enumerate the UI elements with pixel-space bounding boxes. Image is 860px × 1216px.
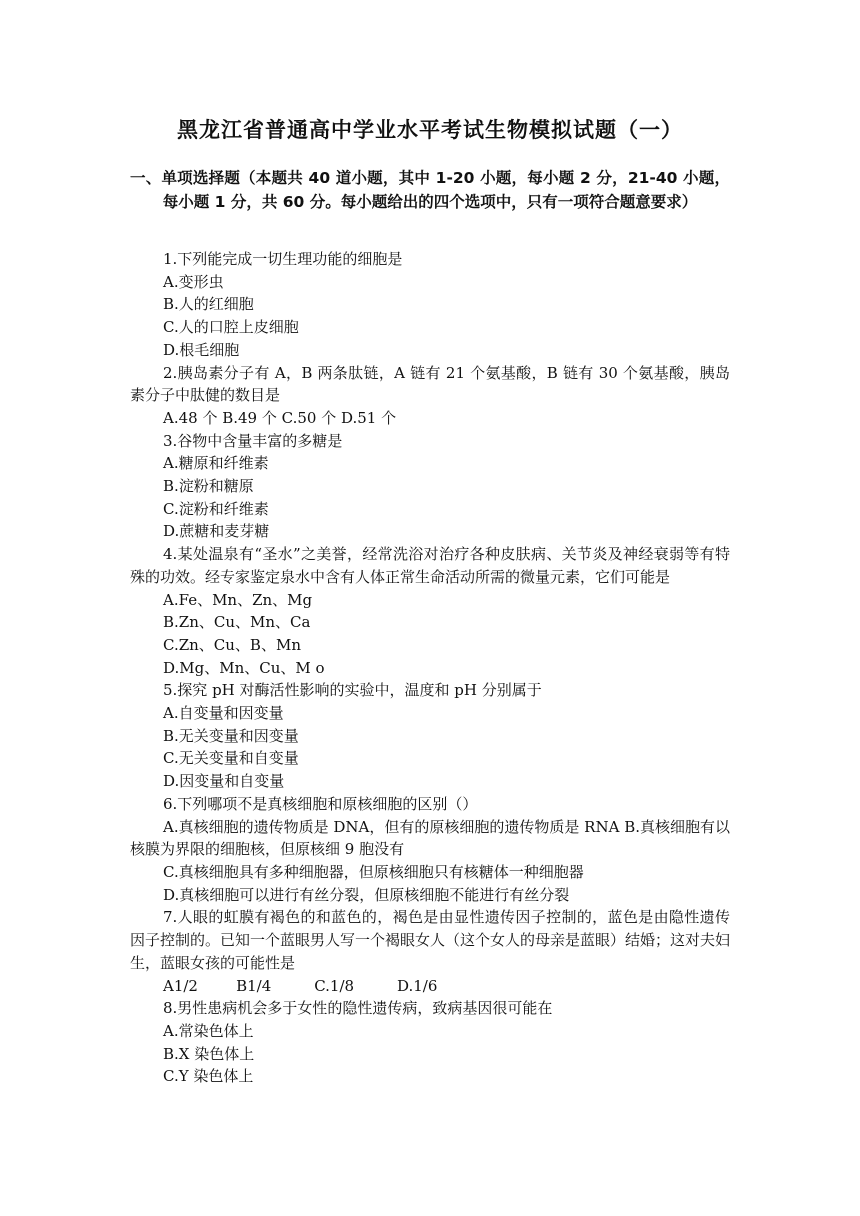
question-1-option-a: A.变形虫	[163, 272, 224, 291]
question-body	[130, 248, 730, 1088]
question-3-stem: 3.谷物中含量丰富的多糖是	[163, 431, 343, 450]
question-6-option-d: D.真核细胞可以进行有丝分裂，但原核细胞不能进行有丝分裂	[163, 885, 570, 904]
question-5-option-c: C.无关变量和自变量	[163, 749, 299, 768]
question-3-option-c: C.淀粉和纤维素	[163, 499, 269, 518]
question-4-option-b: B.Zn、Cu、Mn、Ca	[163, 613, 311, 632]
question-6-option-c: C.真核细胞具有多种细胞器，但原核细胞只有核糖体一种细胞器	[163, 862, 584, 881]
page-title: 黑龙江省普通高中学业水平考试生物模拟试题（一）	[177, 118, 683, 142]
question-4-option-c: C.Zn、Cu、B、Mn	[163, 635, 301, 654]
question-3-option-b: B.淀粉和糖原	[163, 477, 254, 496]
question-3-option-d: D.蔗糖和麦芽糖	[163, 522, 270, 541]
question-1-option-c: C.人的口腔上皮细胞	[163, 318, 299, 337]
question-6-option-a-b: A.真核细胞的遗传物质是 DNA，但有的原核细胞的遗传物质是 RNA B.真核细胞有以核膜为界限的细胞核，但原核细 9 胞没有	[130, 817, 730, 859]
question-5-option-a: A.自变量和因变量	[163, 704, 284, 723]
question-5-stem: 5.探究 pH 对酶活性影响的实验中，温度和 pH 分别属于	[163, 681, 542, 700]
question-4-option-d: D.Mg、Mn、Cu、M o	[163, 658, 325, 677]
question-8-option-c: C.Y 染色体上	[163, 1067, 254, 1086]
question-7-options: A1/2 B1/4 C.1/8 D.1/6	[163, 976, 438, 995]
question-4-stem: 4.某处温泉有“圣水”之美誉，经常洗浴对治疗各种皮肤病、关节炎及神经衰弱等有特殊的功效。经专家鉴定泉水中含有人体正常生命活动所需的微量元素，它们可能是	[130, 545, 730, 586]
question-7-stem: 7.人眼的虹膜有褐色的和蓝色的，褐色是由显性遗传因子控制的，蓝色是由隐性遗传因子控制的。已知一个蓝眼男人写一个褐眼女人（这个女人的母亲是蓝眼）结婚；这对夫妇生，蓝眼女孩的可能性是	[130, 908, 731, 972]
section-heading: 一、单项选择题（本题共 40 道小题，其中 1-20 小题，每小题 2 分，21-40 小题，每小题 1 分，共 60 分。每小题给出的四个选项中，只有一项符合题意要求）	[130, 169, 730, 211]
question-8-option-a: A.常染色体上	[163, 1021, 254, 1040]
question-6-stem: 6.下列哪项不是真核细胞和原核细胞的区别（）	[163, 794, 478, 813]
question-2-options: A.48 个 B.49 个 C.50 个 D.51 个	[163, 408, 397, 427]
question-4-option-a: A.Fe、Mn、Zn、Mg	[163, 590, 313, 609]
question-1-option-d: D.根毛细胞	[163, 340, 240, 359]
question-3-option-a: A.糖原和纤维素	[163, 454, 269, 473]
question-5-option-d: D.因变量和自变量	[163, 772, 285, 791]
question-8-option-b: B.X 染色体上	[163, 1044, 255, 1063]
question-8-stem: 8.男性患病机会多于女性的隐性遗传病，致病基因很可能在	[163, 999, 553, 1018]
question-5-option-b: B.无关变量和因变量	[163, 726, 299, 745]
question-1-option-b: B.人的红细胞	[163, 295, 254, 314]
question-2-stem: 2.胰岛素分子有 A，B 两条肽链，A 链有 21 个氨基酸，B 链有 30 个氨基酸，胰岛素分子中肽健的数目是	[130, 363, 730, 405]
question-1-stem: 1.下列能完成一切生理功能的细胞是	[163, 250, 403, 268]
